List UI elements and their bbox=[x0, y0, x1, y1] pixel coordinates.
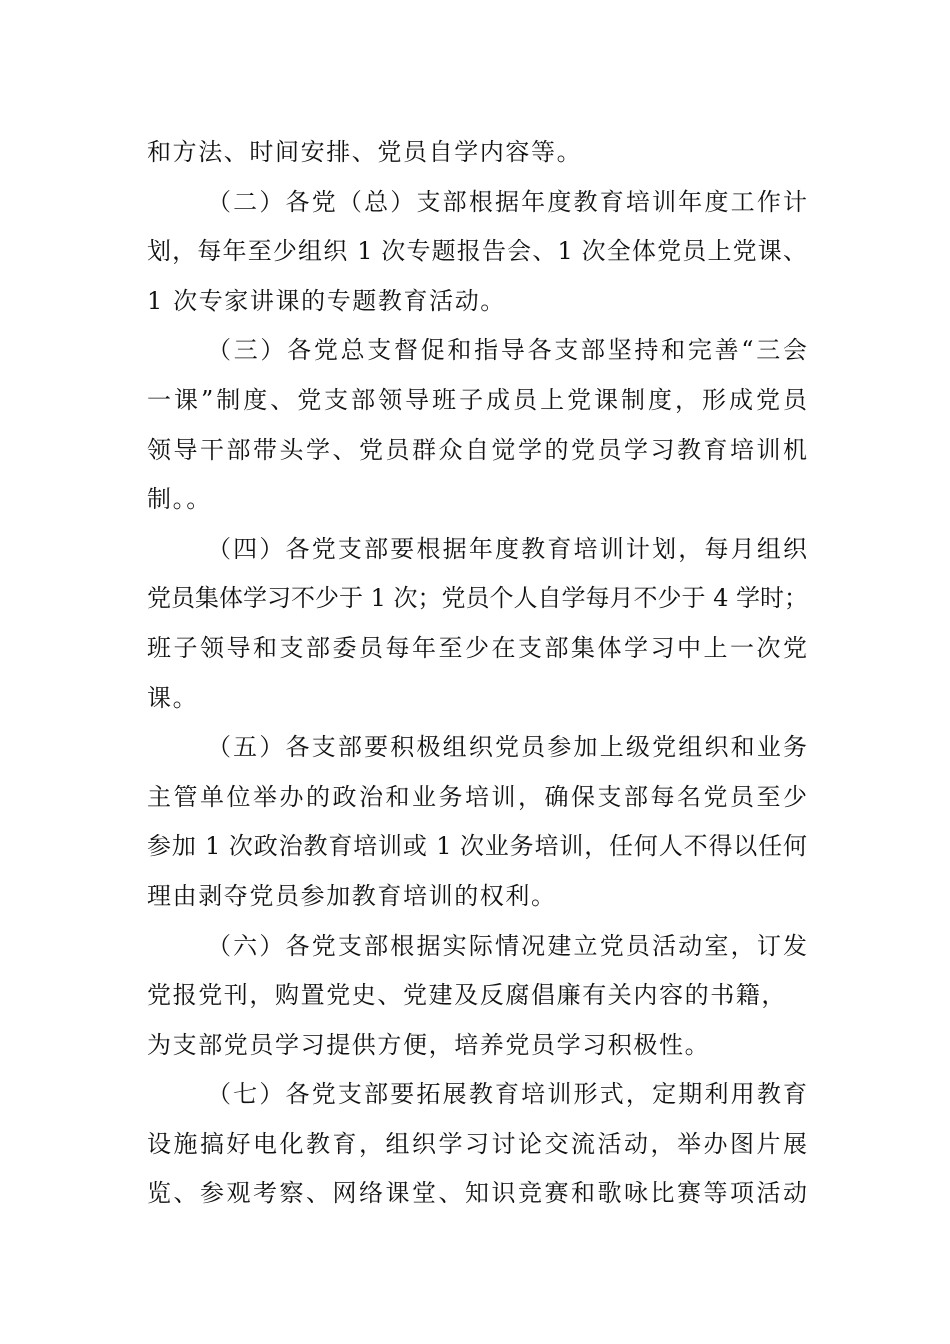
text-line: 为支部党员学习提供方便，培养党员学习积极性。 bbox=[147, 1030, 711, 1059]
text-line: 参加 1 次政治教育培训或 1 次业务培训，任何人不得以任何 bbox=[147, 832, 807, 861]
text-line: 览、参观考察、网络课堂、知识竞赛和歌咏比赛等项活动 bbox=[147, 1179, 807, 1208]
paragraph-6-heading: （六）各党支部根据实际情况建立党员活动室，订发 bbox=[207, 931, 807, 960]
text-line: 和方法、时间安排、党员自学内容等。 bbox=[147, 138, 583, 166]
text-line: 一课”制度、党支部领导班子成员上党课制度，形成党员 bbox=[147, 385, 807, 414]
text-line: 主管单位举办的政治和业务培训，确保支部每名党员至少 bbox=[147, 782, 807, 811]
text-line: 划，每年至少组织 1 次专题报告会、1 次全体党员上党课、 bbox=[147, 237, 807, 266]
paragraph-3-heading: （三）各党总支督促和指导各支部坚持和完善“三会 bbox=[207, 336, 807, 365]
text-line: 理由剥夺党员参加教育培训的权利。 bbox=[147, 881, 557, 910]
text-line: 班子领导和支部委员每年至少在支部集体学习中上一次党 bbox=[147, 633, 807, 662]
paragraph-5-heading: （五）各支部要积极组织党员参加上级党组织和业务 bbox=[207, 733, 807, 762]
paragraph-2-heading: （二）各党（总）支部根据年度教育培训年度工作计 bbox=[207, 187, 807, 216]
text-line: 制。。 bbox=[147, 485, 212, 514]
document-body bbox=[147, 128, 807, 1219]
paragraph-4-heading: （四）各党支部要根据年度教育培训计划，每月组织 bbox=[207, 534, 807, 563]
text-line: 党报党刊，购置党史、党建及反腐倡廉有关内容的书籍， bbox=[147, 981, 787, 1010]
text-line: 课。 bbox=[147, 683, 199, 712]
text-line: 领导干部带头学、党员群众自觉学的党员学习教育培训机 bbox=[147, 435, 807, 464]
text-line: 1 次专家讲课的专题教育活动。 bbox=[147, 286, 506, 315]
text-line: 设施搞好电化教育，组织学习讨论交流活动，举办图片展 bbox=[147, 1129, 807, 1158]
text-line: 党员集体学习不少于 1 次；党员个人自学每月不少于 4 学时； bbox=[147, 584, 809, 613]
paragraph-7-heading: （七）各党支部要拓展教育培训形式，定期利用教育 bbox=[207, 1080, 807, 1109]
